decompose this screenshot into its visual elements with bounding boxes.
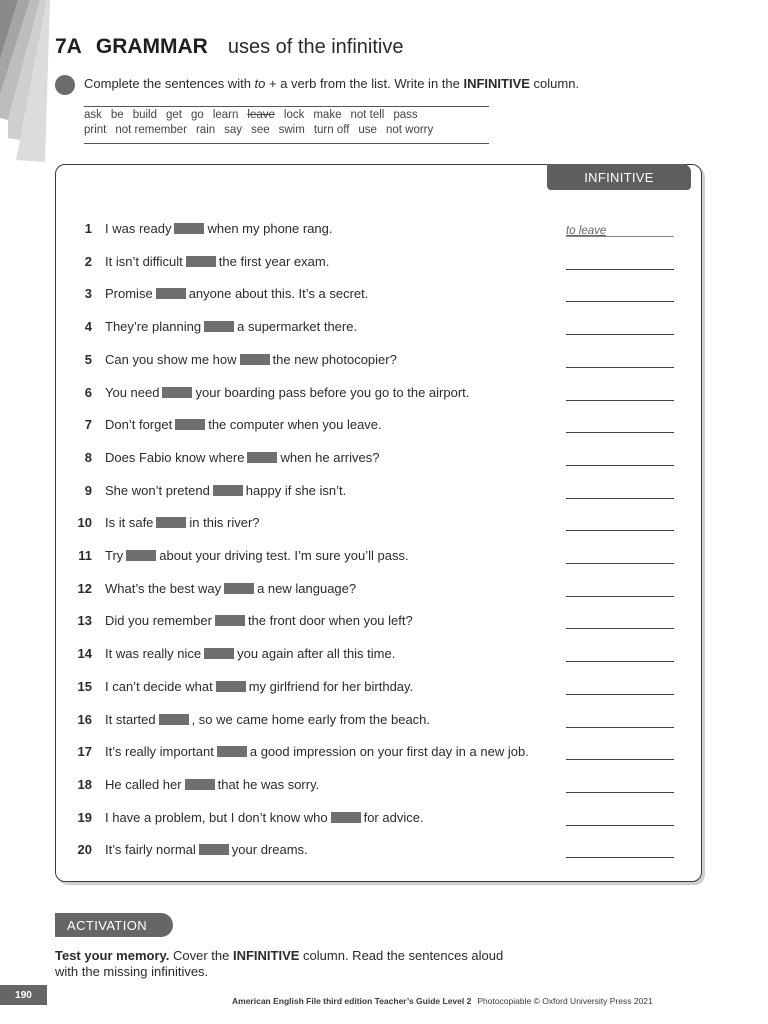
answer-line[interactable]	[566, 548, 674, 564]
word-list-item: print	[84, 124, 107, 136]
sentence-text: It started , so we came home early from the beach.	[105, 711, 431, 727]
answer-line[interactable]	[566, 744, 674, 760]
word-list-row-2	[84, 124, 442, 136]
footer-copyright: Photocopiable © Oxford University Press 2021	[477, 996, 653, 1006]
sentence-text: They’re planning a supermarket there.	[105, 319, 358, 335]
item-number: 7	[84, 417, 92, 433]
item-number: 20	[77, 842, 92, 858]
item-number: 19	[77, 809, 92, 825]
exercise-row	[56, 417, 701, 437]
section-label: GRAMMAR	[95, 35, 208, 58]
answer-line[interactable]	[566, 417, 674, 433]
blank-gap	[331, 812, 361, 823]
sentence-text: It isn’t difficult the first year exam.	[105, 253, 330, 269]
answer-line[interactable]	[566, 221, 674, 237]
answer-text: to leave	[566, 225, 607, 237]
blank-gap	[247, 452, 277, 463]
answer-line[interactable]	[566, 352, 674, 368]
exercise-row	[56, 286, 701, 306]
footer-book-title: American English File third edition Teacher’s Guide Level 2	[232, 996, 472, 1006]
blank-gap	[217, 746, 247, 757]
blank-gap	[185, 779, 215, 790]
item-number: 3	[84, 286, 92, 302]
answer-line[interactable]	[566, 646, 674, 662]
item-number: 8	[84, 449, 92, 465]
exercise-row	[56, 254, 701, 274]
answer-line[interactable]	[566, 679, 674, 695]
word-list-item: see	[251, 124, 270, 136]
sentence-text: It’s fairly normal your dreams.	[105, 842, 308, 858]
exercise-row	[56, 385, 701, 405]
activation-text: Test your memory. Cover the INFINITIVE column. Read the sentences aloud with the missing infinitives.	[55, 948, 504, 979]
blank-gap	[216, 681, 246, 692]
sentence-text: It was really nice you again after all this time.	[105, 646, 396, 662]
sentence-text: I can’t decide what my girlfriend for her birthday.	[105, 678, 414, 694]
answer-line[interactable]	[566, 483, 674, 499]
answer-line[interactable]	[566, 515, 674, 531]
item-number: 5	[84, 351, 92, 367]
exercise-panel	[55, 164, 702, 882]
word-list-item: ask	[84, 109, 102, 121]
word-list-item: use	[358, 124, 377, 136]
item-number: 16	[77, 711, 92, 727]
exercise-row	[56, 581, 701, 601]
sentence-text: He called her that he was sorry.	[105, 776, 320, 792]
word-list-row-1	[84, 109, 427, 121]
blank-gap	[159, 714, 189, 725]
word-list-item: not remember	[115, 124, 187, 136]
blank-gap	[213, 485, 243, 496]
item-number: 4	[84, 319, 92, 335]
blank-gap	[126, 550, 156, 561]
word-list-item: say	[224, 124, 243, 136]
sentence-text: It’s really important a good impression on your first day in a new job.	[105, 744, 529, 760]
sentence-text: Can you show me how the new photocopier?	[105, 351, 397, 367]
item-number: 6	[84, 384, 92, 400]
word-list-item: not tell	[350, 109, 385, 121]
exercise-row	[56, 810, 701, 830]
blank-gap	[156, 288, 186, 299]
exercise-row	[56, 744, 701, 764]
blank-gap	[204, 648, 234, 659]
item-number: 9	[84, 482, 92, 498]
item-number: 2	[84, 253, 92, 269]
word-list-item: go	[191, 109, 204, 121]
answer-line[interactable]	[566, 450, 674, 466]
exercise-row	[56, 613, 701, 633]
footer	[232, 996, 653, 1006]
exercise-row	[56, 483, 701, 503]
exercise-row	[56, 352, 701, 372]
blank-gap	[186, 256, 216, 267]
item-number: 15	[77, 678, 92, 694]
blank-gap	[204, 321, 234, 332]
answer-line[interactable]	[566, 286, 674, 302]
blank-gap	[215, 615, 245, 626]
item-number: 18	[77, 776, 92, 792]
sentence-text: I was ready when my phone rang.	[105, 221, 333, 236]
exercise-row	[56, 777, 701, 797]
page-number: 190	[0, 985, 47, 1005]
item-number: 13	[77, 613, 92, 629]
sentence-text: You need your boarding pass before you go to the airport.	[105, 384, 470, 400]
sentence-text: Don’t forget the computer when you leave.	[105, 417, 382, 433]
word-list-item: lock	[283, 109, 305, 121]
answer-line[interactable]	[566, 842, 674, 858]
infinitive-column-header: INFINITIVE	[547, 164, 691, 190]
item-number: 10	[77, 515, 92, 531]
item-number: 1	[84, 221, 92, 236]
word-list-item: learn	[212, 109, 239, 121]
answer-line[interactable]	[566, 613, 674, 629]
exercise-row	[56, 319, 701, 339]
answer-line[interactable]	[566, 777, 674, 793]
sentence-text: She won’t pretend happy if she isn’t.	[105, 482, 347, 498]
sentence-text: Is it safe in this river?	[105, 515, 260, 531]
answer-line[interactable]	[566, 581, 674, 597]
word-list	[84, 106, 489, 144]
item-number: 17	[77, 744, 92, 760]
word-list-item: swim	[278, 124, 305, 136]
section-subtitle: uses of the infinitive	[227, 36, 404, 58]
blank-gap	[199, 844, 229, 855]
item-number: 11	[78, 548, 92, 563]
answer-line[interactable]	[566, 712, 674, 728]
exercise-row	[56, 646, 701, 666]
item-number: 14	[77, 646, 92, 662]
bullet-icon	[55, 75, 75, 95]
sentence-text: Does Fabio know where when he arrives?	[105, 449, 380, 465]
sentence-text: I have a problem, but I don’t know who for advice.	[105, 809, 424, 825]
word-list-item: leave	[247, 109, 275, 121]
sentence-text: What’s the best way a new language?	[105, 580, 357, 596]
answer-line[interactable]	[566, 385, 674, 401]
exercise-row	[56, 679, 701, 699]
activation-label: ACTIVATION	[55, 913, 173, 937]
exercise-row	[56, 515, 701, 535]
blank-gap	[240, 354, 270, 365]
sentence-text: Did you remember the front door when you left?	[105, 613, 413, 629]
answer-line[interactable]	[566, 254, 674, 270]
exercise-row	[56, 712, 701, 732]
sentence-text: Try about your driving test. I’m sure you’ll pass.	[105, 548, 409, 563]
word-list-item: be	[110, 109, 124, 121]
exercise-row	[56, 450, 701, 470]
blank-gap	[175, 419, 205, 430]
unit-code: 7A	[55, 35, 82, 58]
word-list-item: get	[166, 109, 183, 121]
blank-gap	[224, 583, 254, 594]
page-title	[55, 35, 404, 59]
blank-gap	[174, 223, 204, 234]
blank-gap	[156, 517, 186, 528]
word-list-item: turn off	[313, 124, 350, 136]
exercise-row	[56, 221, 701, 241]
instruction-text: Complete the sentences with to + a verb from the list. Write in the INFINITIVE column.	[84, 76, 580, 91]
word-list-item: not worry	[385, 124, 434, 136]
answer-line[interactable]	[566, 810, 674, 826]
exercise-row	[56, 842, 701, 862]
word-list-item: make	[313, 109, 342, 121]
word-list-item: pass	[393, 109, 418, 121]
exercise-row	[56, 548, 701, 568]
blank-gap	[162, 387, 192, 398]
sentence-text: Promise anyone about this. It’s a secret.	[105, 286, 369, 302]
word-list-item: build	[132, 109, 158, 121]
item-number: 12	[77, 580, 92, 596]
word-list-item: rain	[195, 124, 216, 136]
page-corner-decoration	[0, 0, 50, 165]
answer-line[interactable]	[566, 319, 674, 335]
